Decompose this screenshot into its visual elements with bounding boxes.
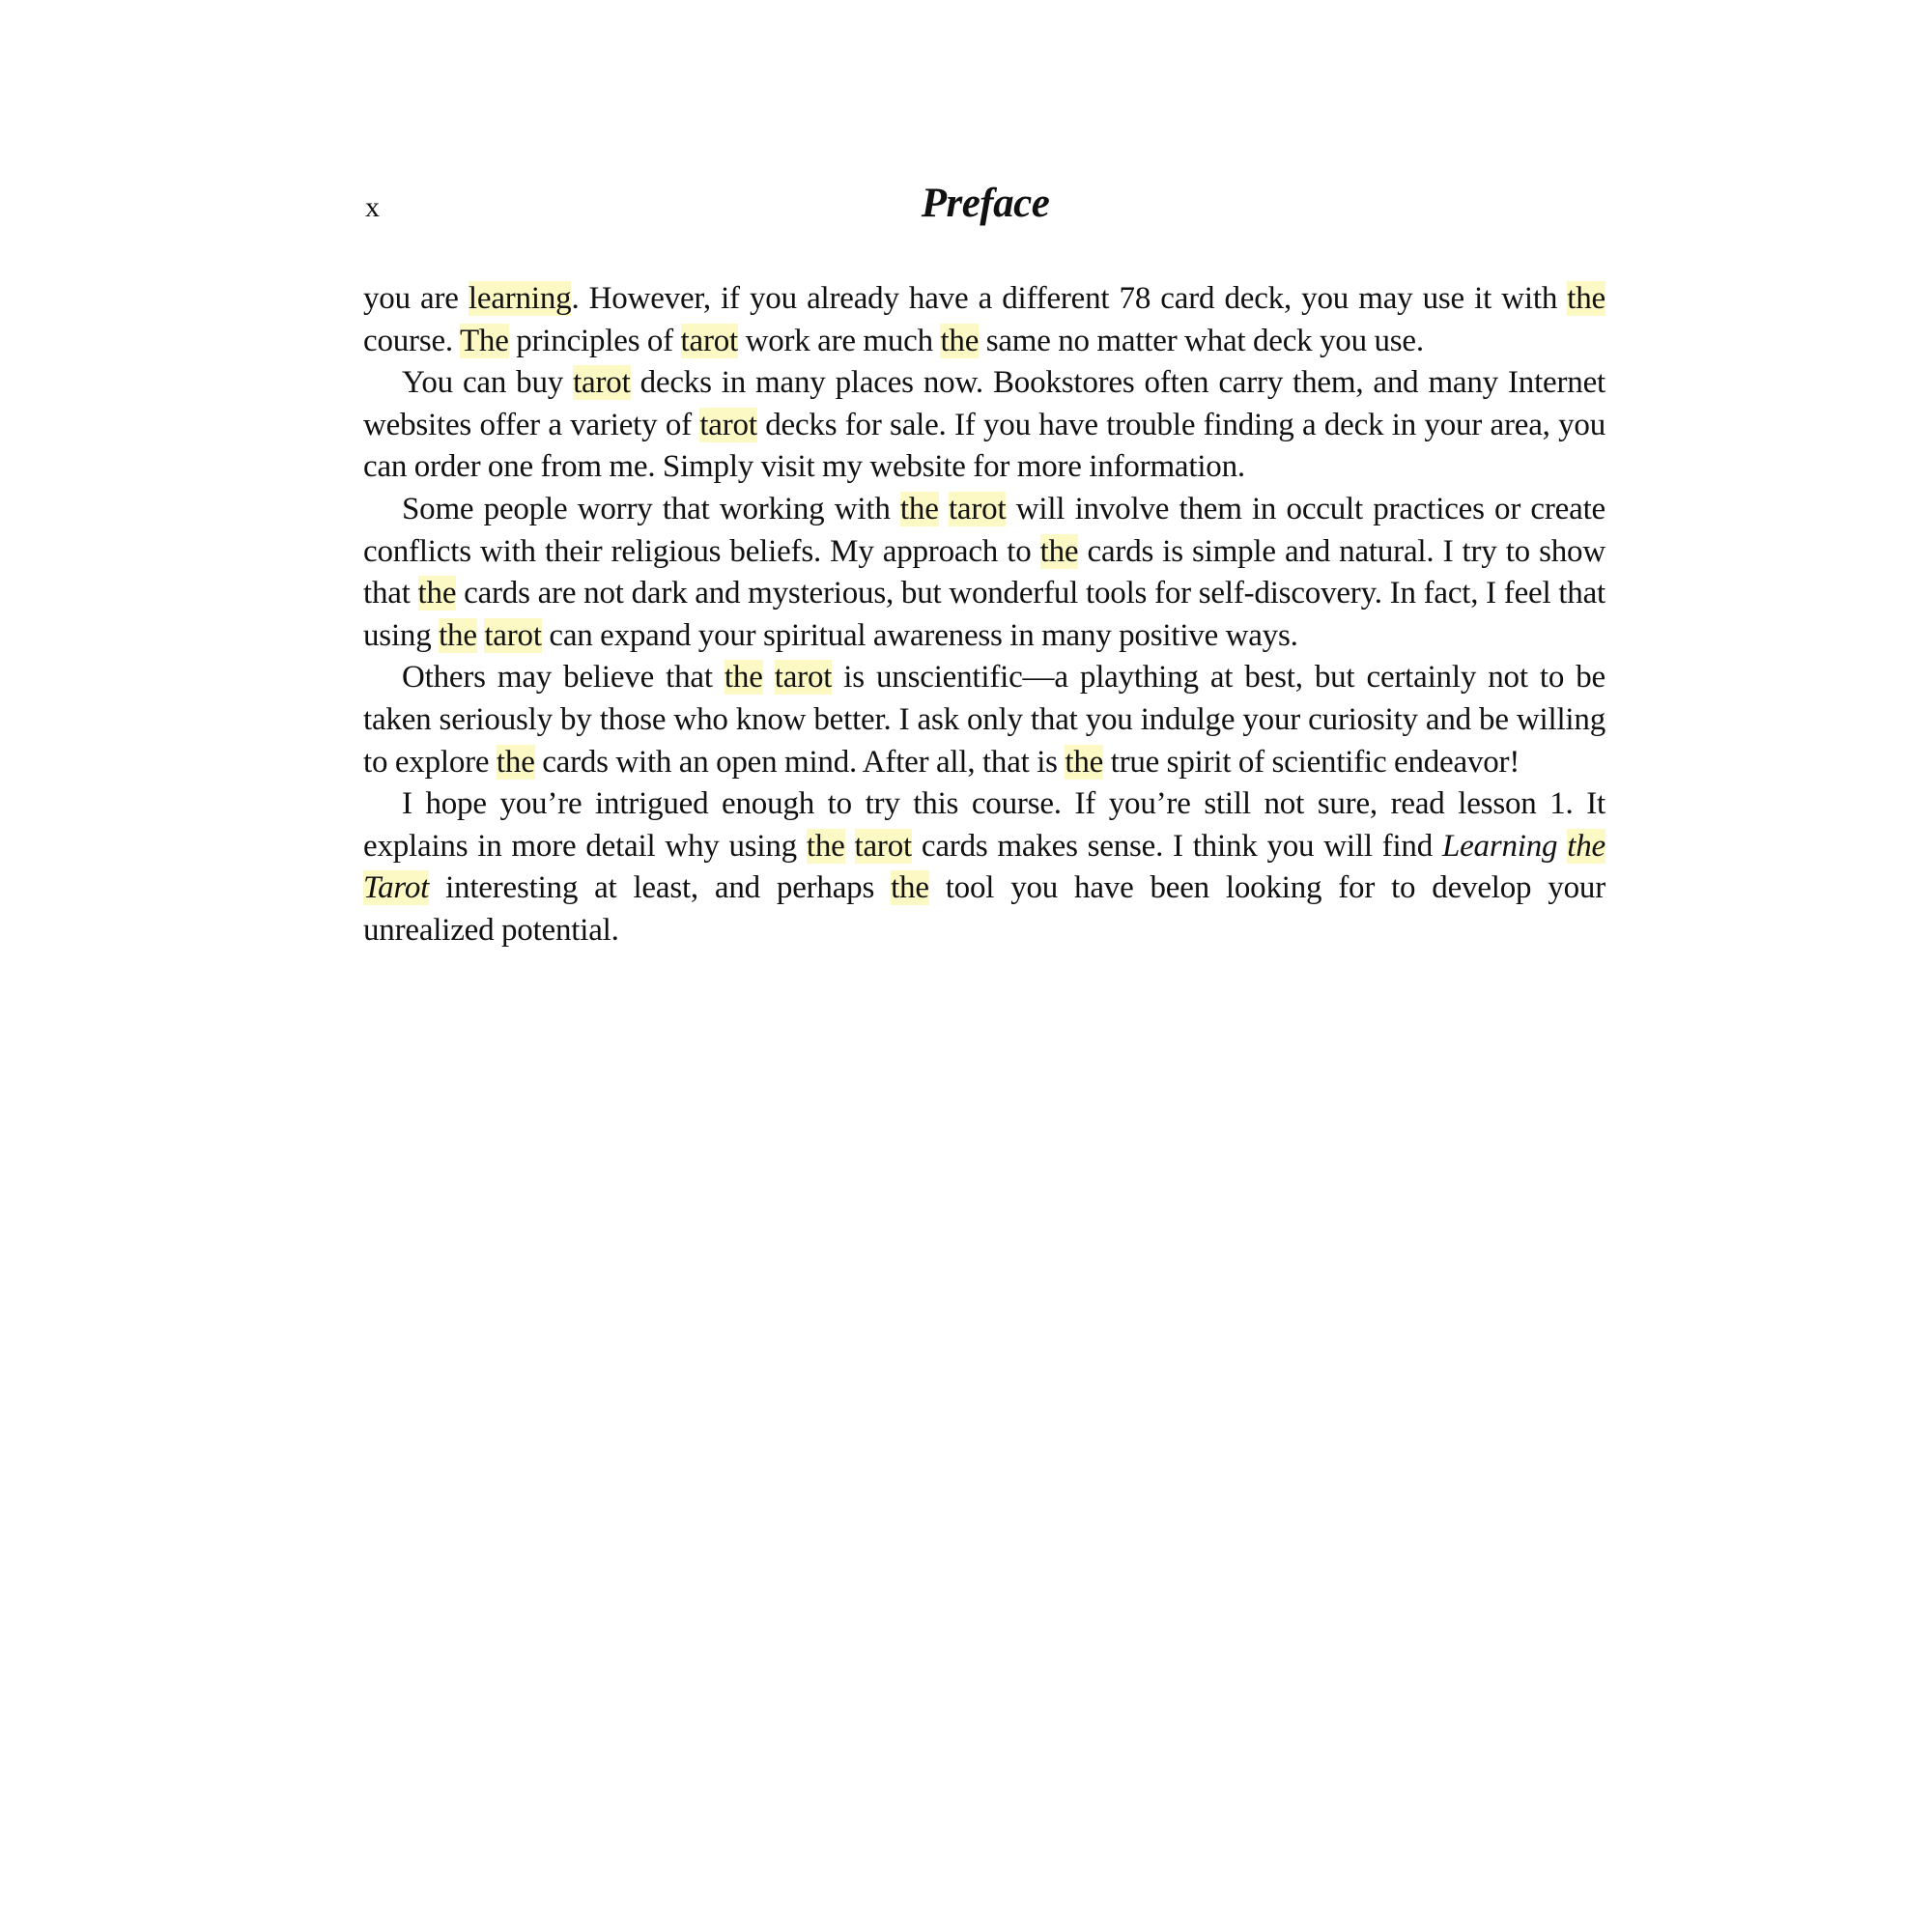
- text-run: can expand your spiritual awareness in many positive ways.: [541, 617, 1298, 653]
- search-highlight: the: [1065, 744, 1104, 780]
- search-highlight: tarot: [774, 660, 833, 696]
- text-run: interesting at least, and perhaps: [429, 870, 892, 906]
- text-run: tool you have been looking for to develop your unrealized potential.: [363, 870, 1605, 948]
- text-run: will involve them in occult practices or create conflicts with their religious beliefs. My approach to: [363, 491, 1605, 569]
- running-title: Preface: [921, 181, 1050, 226]
- text-run: . However, if you already have a different 78 card deck, you may use it with: [571, 281, 1568, 316]
- text-run: [939, 492, 949, 526]
- search-highlight: tarot: [948, 491, 1007, 526]
- search-highlight: Tarot: [363, 870, 430, 906]
- text-run: [1557, 829, 1567, 864]
- text-run: is unscientific—a plaything at best, but certainly not to be taken seriously by those who know better. I ask only that you indulge your curiosity and be willing to explore: [363, 660, 1605, 780]
- search-highlight: the: [496, 744, 535, 780]
- text-run: Others may believe that: [402, 660, 724, 696]
- text-run: [763, 660, 775, 695]
- text-run: you are: [363, 281, 469, 316]
- paragraph: [363, 783, 1605, 952]
- search-highlight: the: [439, 617, 477, 653]
- text-run: cards makes sense. I think you will find: [911, 828, 1442, 864]
- paragraph: [363, 489, 1605, 657]
- search-highlight: the: [806, 828, 845, 864]
- text-run: decks in many places now. Bookstores often carry them, and many Internet websites offer a variety of: [363, 365, 1605, 442]
- search-highlight: the: [891, 870, 929, 906]
- search-highlight: the: [724, 660, 763, 696]
- text-run: Some people worry that working with: [402, 491, 900, 526]
- text-run: true spirit of scientific endeavor!: [1103, 744, 1520, 780]
- search-highlight: tarot: [680, 323, 739, 358]
- italic-text: Learning: [1441, 828, 1558, 864]
- search-highlight: tarot: [699, 407, 757, 442]
- search-highlight: the: [1567, 828, 1605, 864]
- search-highlight: the: [417, 576, 457, 611]
- search-highlight: The: [459, 323, 509, 358]
- text-run: course.: [363, 323, 460, 358]
- search-highlight: the: [899, 491, 939, 526]
- search-highlight: the: [1567, 281, 1605, 316]
- text-run: work are much: [738, 323, 941, 358]
- body-text: [363, 278, 1605, 952]
- search-highlight: learning: [468, 281, 572, 316]
- text-run: decks for sale. If you have trouble finding a deck in your area, you can order one from me. Simply visit my website for more information.: [363, 407, 1605, 485]
- text-run: same no matter what deck you use.: [979, 323, 1424, 358]
- text-run: cards are not dark and mysterious, but wonderful tools for self-discovery. In fact, I feel that using: [363, 576, 1606, 653]
- text-run: You can buy: [402, 365, 574, 401]
- search-highlight: the: [940, 323, 980, 358]
- text-run: I hope you’re intrigued enough to try this course. If you’re still not sure, read lesson 1. It explains in more detail why using: [363, 786, 1605, 864]
- text-run: [845, 829, 855, 864]
- paragraph: [363, 657, 1605, 783]
- search-highlight: tarot: [484, 617, 542, 653]
- text-run: principles of: [508, 323, 681, 358]
- page-number: x: [365, 191, 380, 223]
- text-run: cards with an open mind. After all, that is: [534, 744, 1065, 780]
- paragraph: [363, 278, 1605, 362]
- text-run: cards is simple and natural. I try to show that: [363, 533, 1605, 611]
- search-highlight: tarot: [854, 828, 912, 864]
- paragraph: [363, 362, 1605, 489]
- search-highlight: tarot: [573, 365, 631, 401]
- search-highlight: the: [1039, 533, 1079, 569]
